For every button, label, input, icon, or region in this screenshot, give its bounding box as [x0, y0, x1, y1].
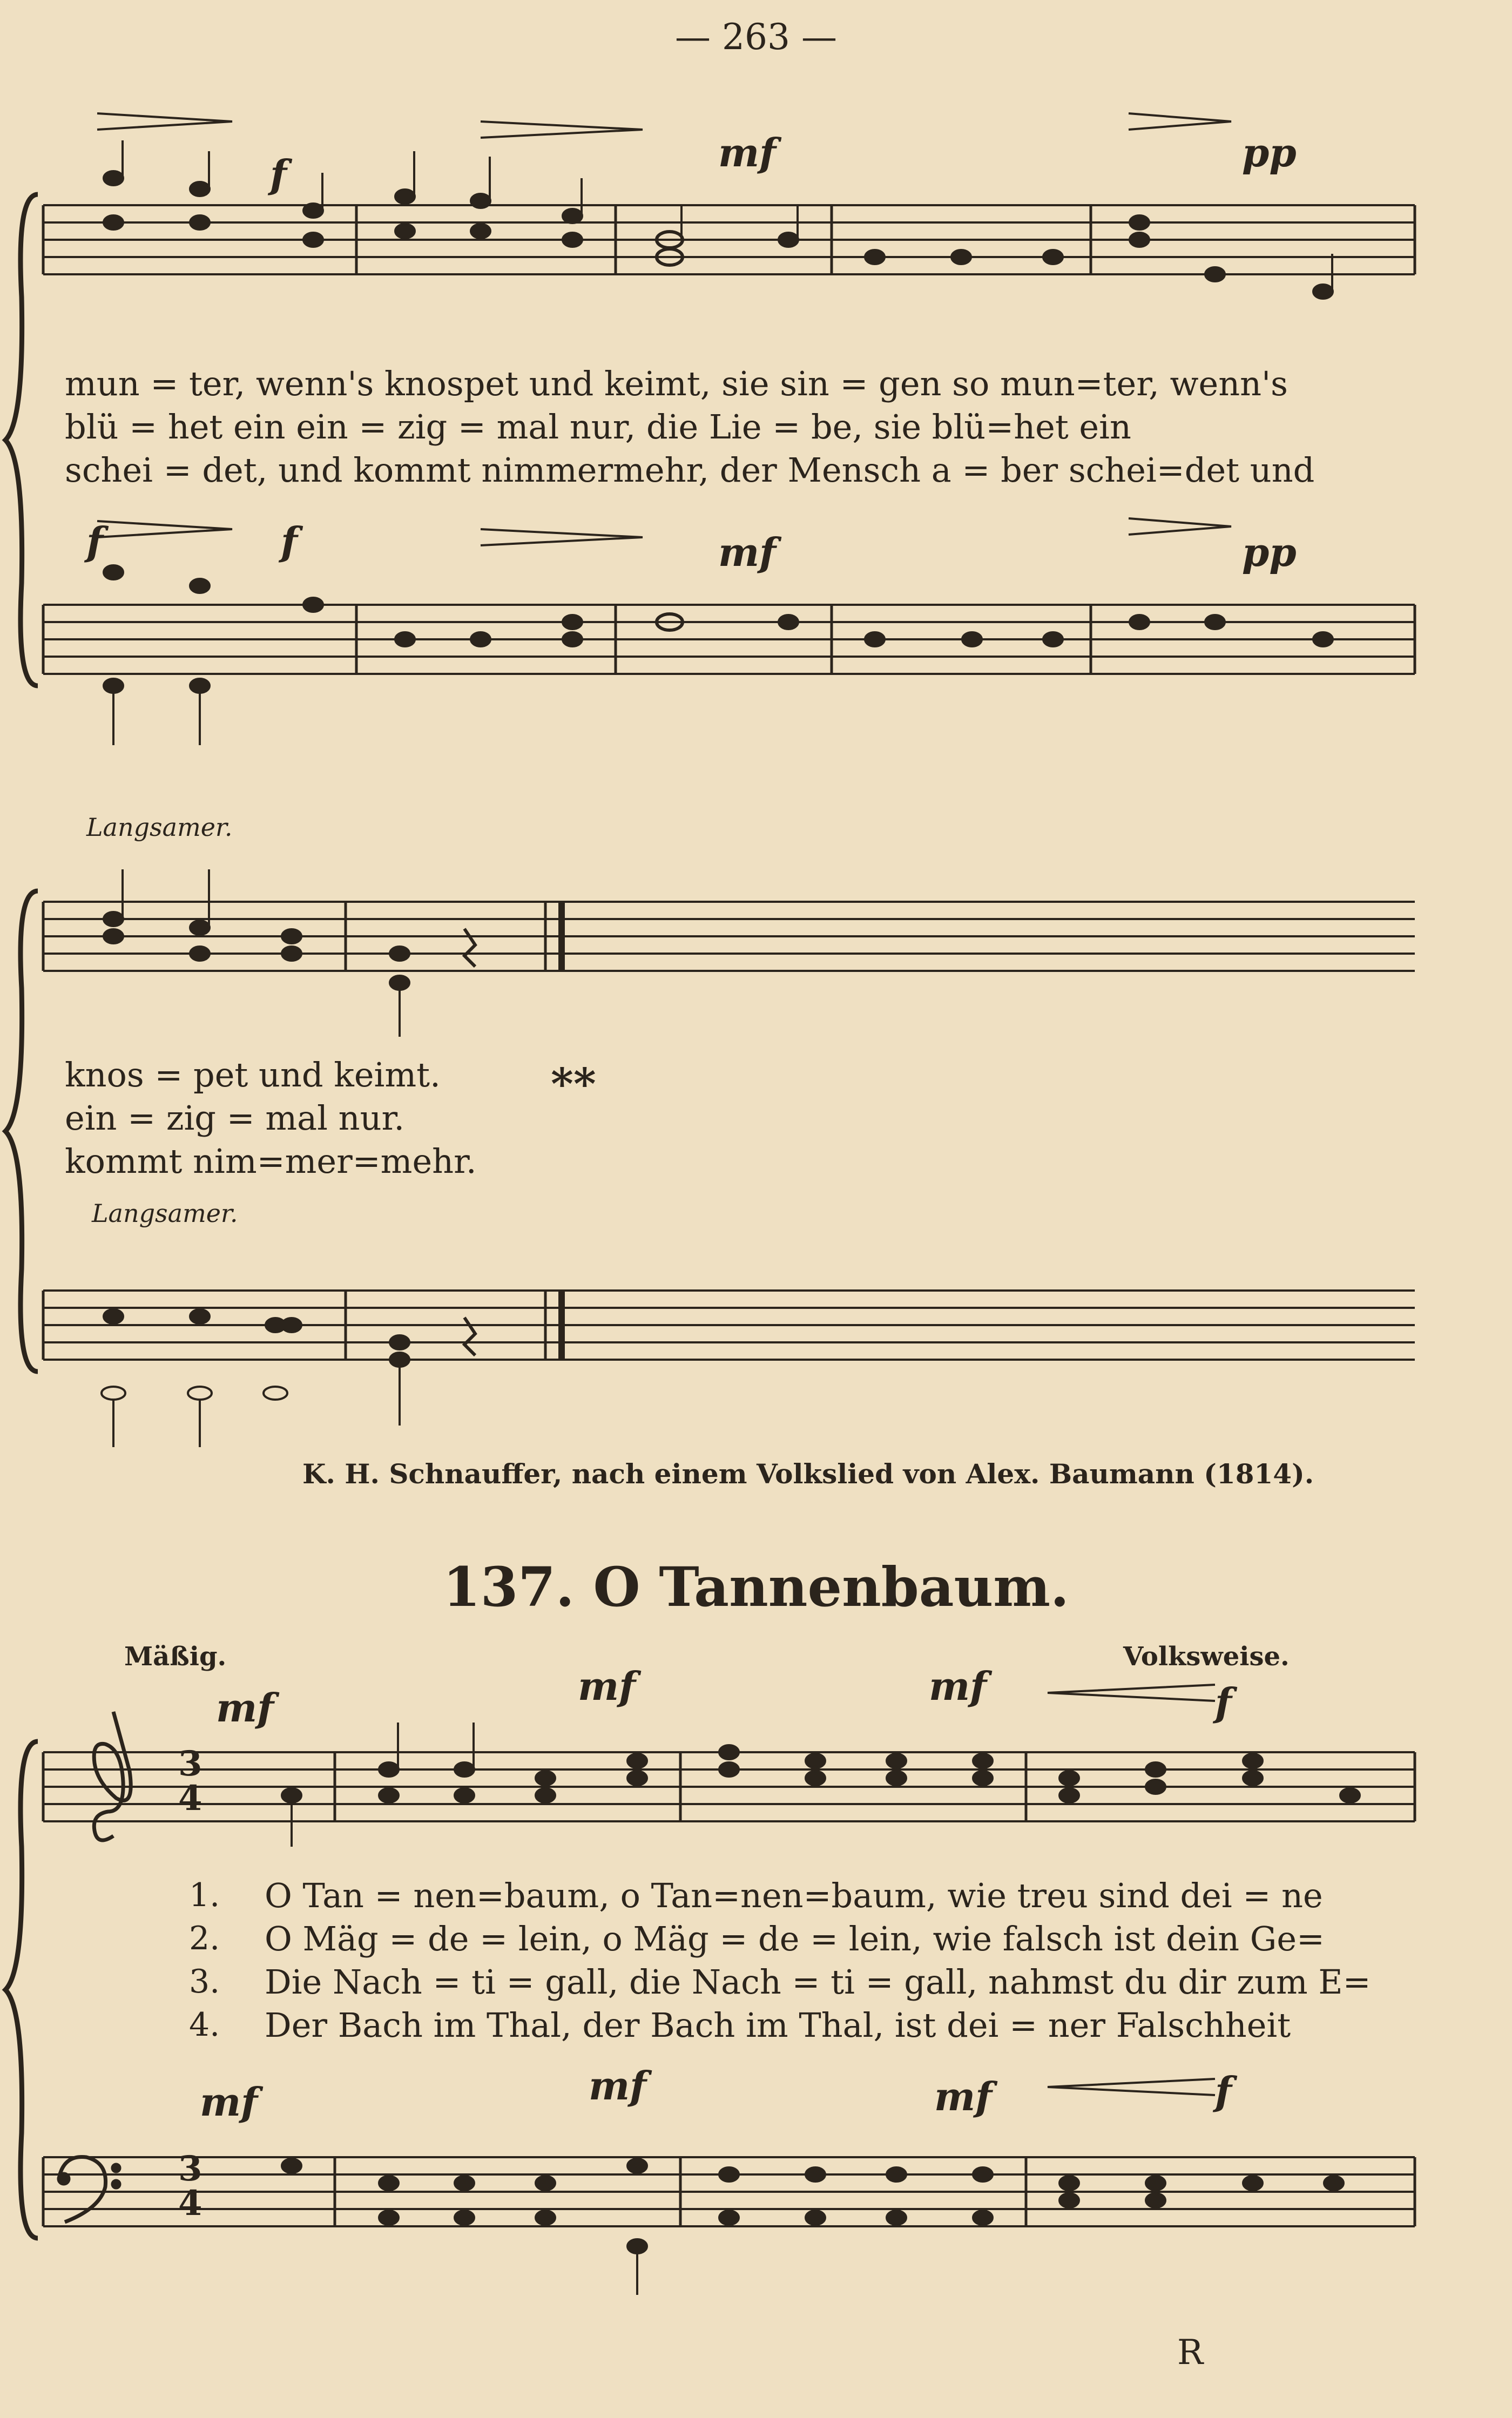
staff-s2-upper [43, 902, 1415, 971]
lyric-line: knos = pet und keimt. [65, 1055, 441, 1095]
brace-s3 [5, 1741, 38, 2238]
dynamic-mf-bass-c: mf [934, 2073, 993, 2119]
decrescendo-1 [97, 113, 232, 130]
signature-mark: R [1177, 2333, 1204, 2373]
dynamic-mf-s2b: mf [578, 1663, 636, 1709]
end-mark: ** [551, 1058, 596, 1109]
time-signature-bass: 3 4 [178, 2149, 202, 2224]
decrescendo-2 [481, 121, 643, 138]
verse-text: Der Bach im Thal, der Bach im Thal, ist dei = ner Falschheit [265, 2005, 1291, 2045]
crescendo-2 [1048, 2079, 1215, 2095]
verse-text: O Tan = nen=baum, o Tan=nen=baum, wie treu sind dei = ne [265, 1876, 1323, 1915]
staff-s1-lower [43, 605, 1415, 674]
verse-text: Die Nach = ti = gall, die Nach = ti = gall, nahmst du dir zum E= [265, 1962, 1371, 2002]
tempo-marking: Mäßig. [124, 1642, 227, 1672]
dynamic-f-s2: f [1215, 1679, 1232, 1725]
brace-s1 [5, 194, 38, 686]
tempo-label-lower: Langsamer. [92, 1199, 238, 1228]
dynamic-mf-lower: mf [718, 529, 777, 575]
lyric-line: mun = ter, wenn's knospet und keimt, sie sin = gen so mun=ter, wenn's [65, 364, 1288, 403]
dynamic-f-lower-2: f [281, 518, 298, 564]
decrescendo-5 [481, 529, 643, 545]
verse-number: 1. [189, 1876, 220, 1914]
crescendo-1 [1048, 1685, 1215, 1701]
dynamic-pp-lower: pp [1242, 529, 1297, 575]
dynamic-f-bass: f [1215, 2068, 1232, 2114]
verse-number: 2. [189, 1920, 220, 1957]
dynamic-f: f [270, 151, 287, 197]
time-signature-treble: 3 4 [178, 1744, 202, 1819]
lyric-line: blü = het ein ein = zig = mal nur, die Lie = be, sie blü=het ein [65, 407, 1131, 447]
decrescendo-6 [1129, 518, 1231, 535]
decrescendo-3 [1129, 113, 1231, 130]
staff-s1-upper [43, 205, 1415, 274]
lyric-line: schei = det, und kommt nimmermehr, der Mensch a = ber schei=det und [65, 450, 1315, 490]
brace-s2 [5, 891, 38, 1372]
dynamic-mf-s2: mf [216, 1685, 274, 1731]
dynamic-mf-s2c: mf [929, 1663, 987, 1709]
tempo-label: Langsamer. [86, 813, 233, 842]
tune-attribution: Volksweise. [1123, 1642, 1290, 1672]
song-credit: K. H. Schnauffer, nach einem Volkslied von Alex. Baumann (1814). [302, 1458, 1314, 1490]
dynamic-mf-bass: mf [200, 2079, 258, 2125]
staff-s2-lower [43, 1291, 1415, 1360]
lyric-line: ein = zig = mal nur. [65, 1098, 405, 1138]
song-title: 137. O Tannenbaum. [443, 1555, 1069, 1619]
verse-number: 4. [189, 2006, 220, 2044]
bass-clef [59, 2157, 106, 2222]
dynamic-pp: pp [1242, 130, 1297, 175]
decrescendo-4 [97, 521, 232, 537]
page-number: — 263 — [675, 16, 837, 58]
lyric-line: kommt nim=mer=mehr. [65, 1142, 477, 1181]
dynamic-f-lower: f [86, 518, 103, 564]
dynamic-mf: mf [718, 130, 777, 175]
dynamic-mf-bass-b: mf [589, 2063, 647, 2109]
verse-number: 3. [189, 1963, 220, 2001]
verse-text: O Mäg = de = lein, o Mäg = de = lein, wie falsch ist dein Ge= [265, 1919, 1325, 1958]
